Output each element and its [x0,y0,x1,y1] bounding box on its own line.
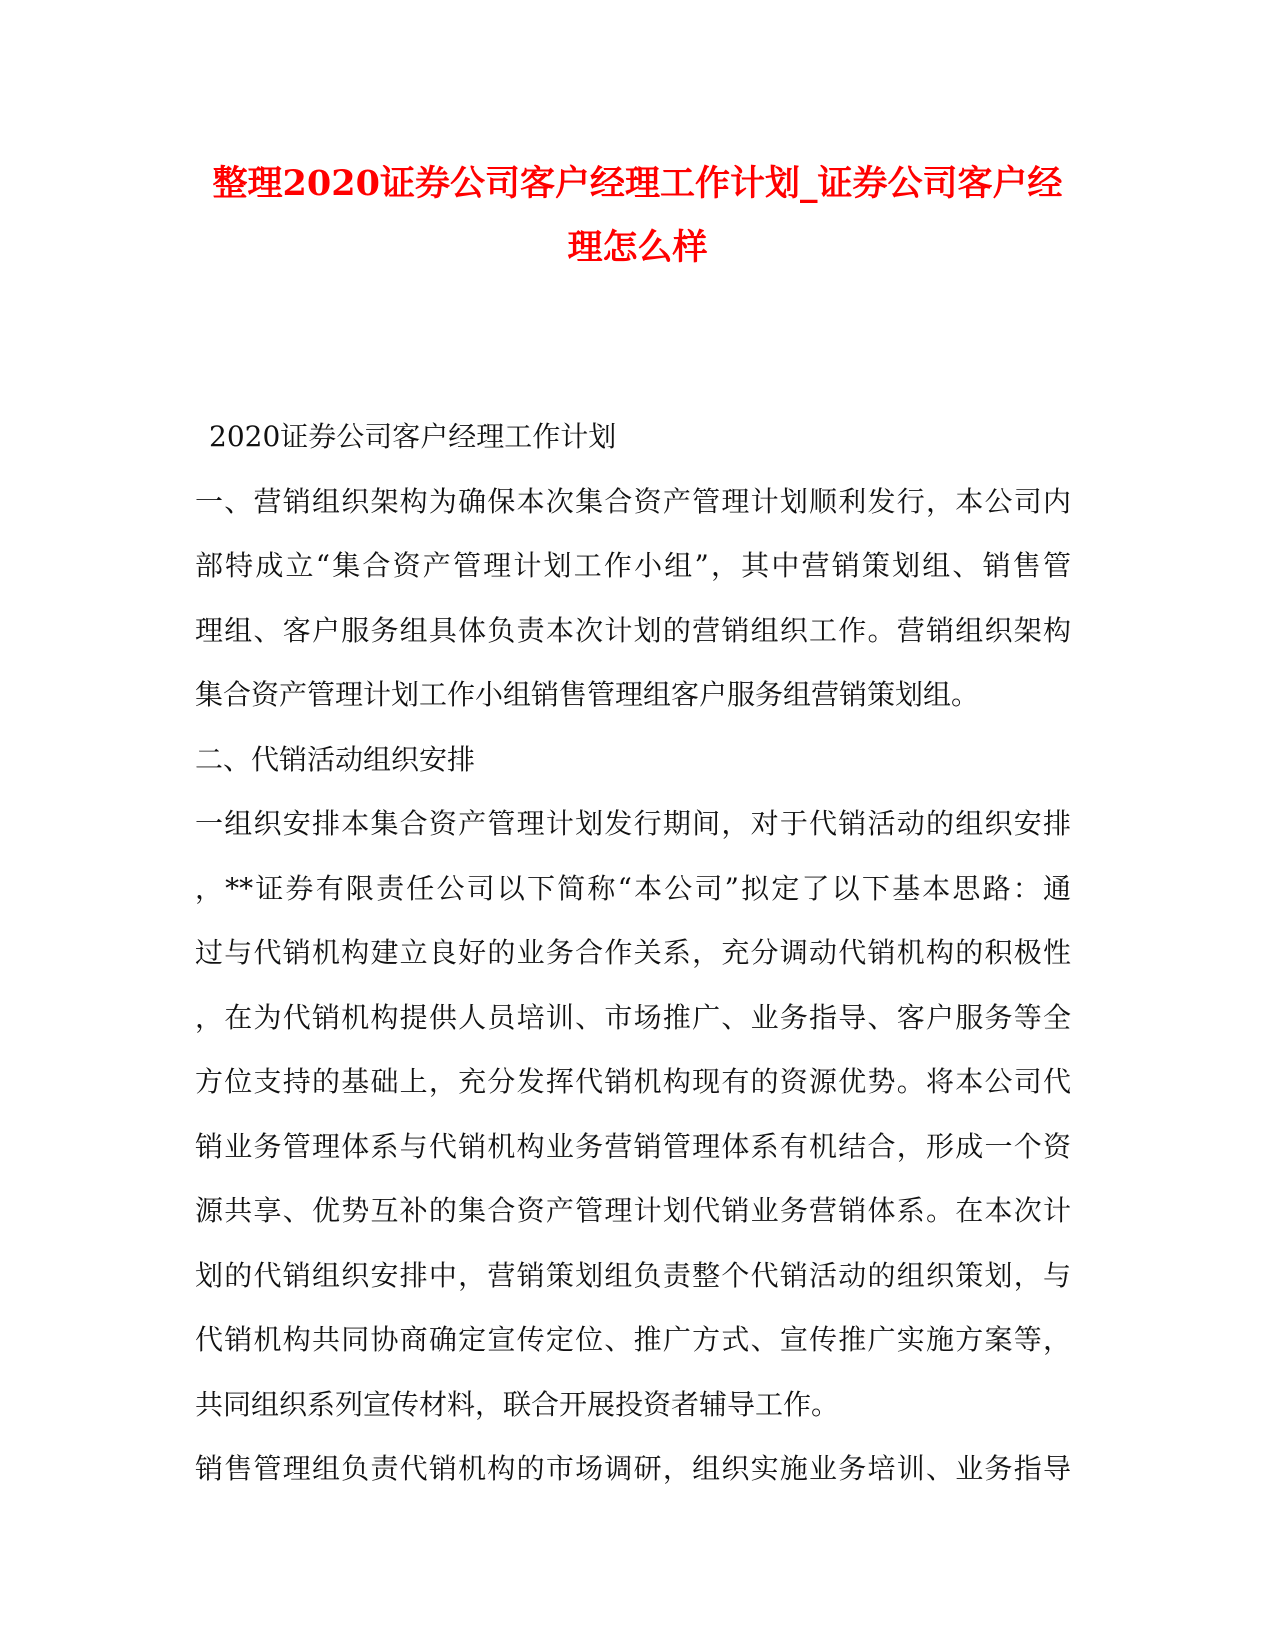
paragraph-line: 代销机构共同协商确定宣传定位、推广方式、宣传推广实施方案等， [195,1323,1071,1356]
paragraph-line: ，**证券有限责任公司以下简称“本公司”拟定了以下基本思路：通 [195,871,1071,905]
section-heading: 二、代销活动组织安排 [195,742,476,776]
paragraph-line: 销售管理组负责代销机构的市场调研，组织实施业务培训、业务指导 [195,1452,1071,1485]
paragraph-line: 一、营销组织架构为确保本次集合资产管理计划顺利发行，本公司内 [195,484,1071,518]
paragraph-line: 过与代销机构建立良好的业务合作关系，充分调动代销机构的积极性 [195,936,1071,969]
title-line-2: 理怎么样 [567,227,708,268]
paragraph-line: 一组织安排本集合资产管理计划发行期间，对于代销活动的组织安排 [195,807,1071,840]
paragraph-line: ，在为代销机构提供人员培训、市场推广、业务指导、客户服务等全 [195,1000,1071,1034]
paragraph-line: 理组、客户服务组具体负责本次计划的营销组织工作。营销组织架构 [195,613,1071,647]
document-title [150,152,1125,280]
section-subtitle: 2020证券公司客户经理工作计划 [209,420,617,453]
title-line-1: 整理2020证券公司客户经理工作计划_证券公司客户经 [212,163,1063,204]
paragraph-line: 销业务管理体系与代销机构业务营销管理体系有机结合，形成一个资 [195,1129,1071,1163]
paragraph-line: 源共享、优势互补的集合资产管理计划代销业务营销体系。在本次计 [195,1194,1071,1227]
paragraph-line: 共同组织系列宣传材料，联合开展投资者辅导工作。 [195,1387,840,1421]
paragraph-line: 方位支持的基础上，充分发挥代销机构现有的资源优势。将本公司代 [195,1065,1071,1098]
paragraph-line: 集合资产管理计划工作小组销售管理组客户服务组营销策划组。 [195,678,980,711]
document-body [195,405,1071,1502]
paragraph-line: 划的代销组织安排中，营销策划组负责整个代销活动的组织策划，与 [195,1258,1071,1292]
paragraph-line: 部特成立“集合资产管理计划工作小组”，其中营销策划组、销售管 [195,549,1071,582]
